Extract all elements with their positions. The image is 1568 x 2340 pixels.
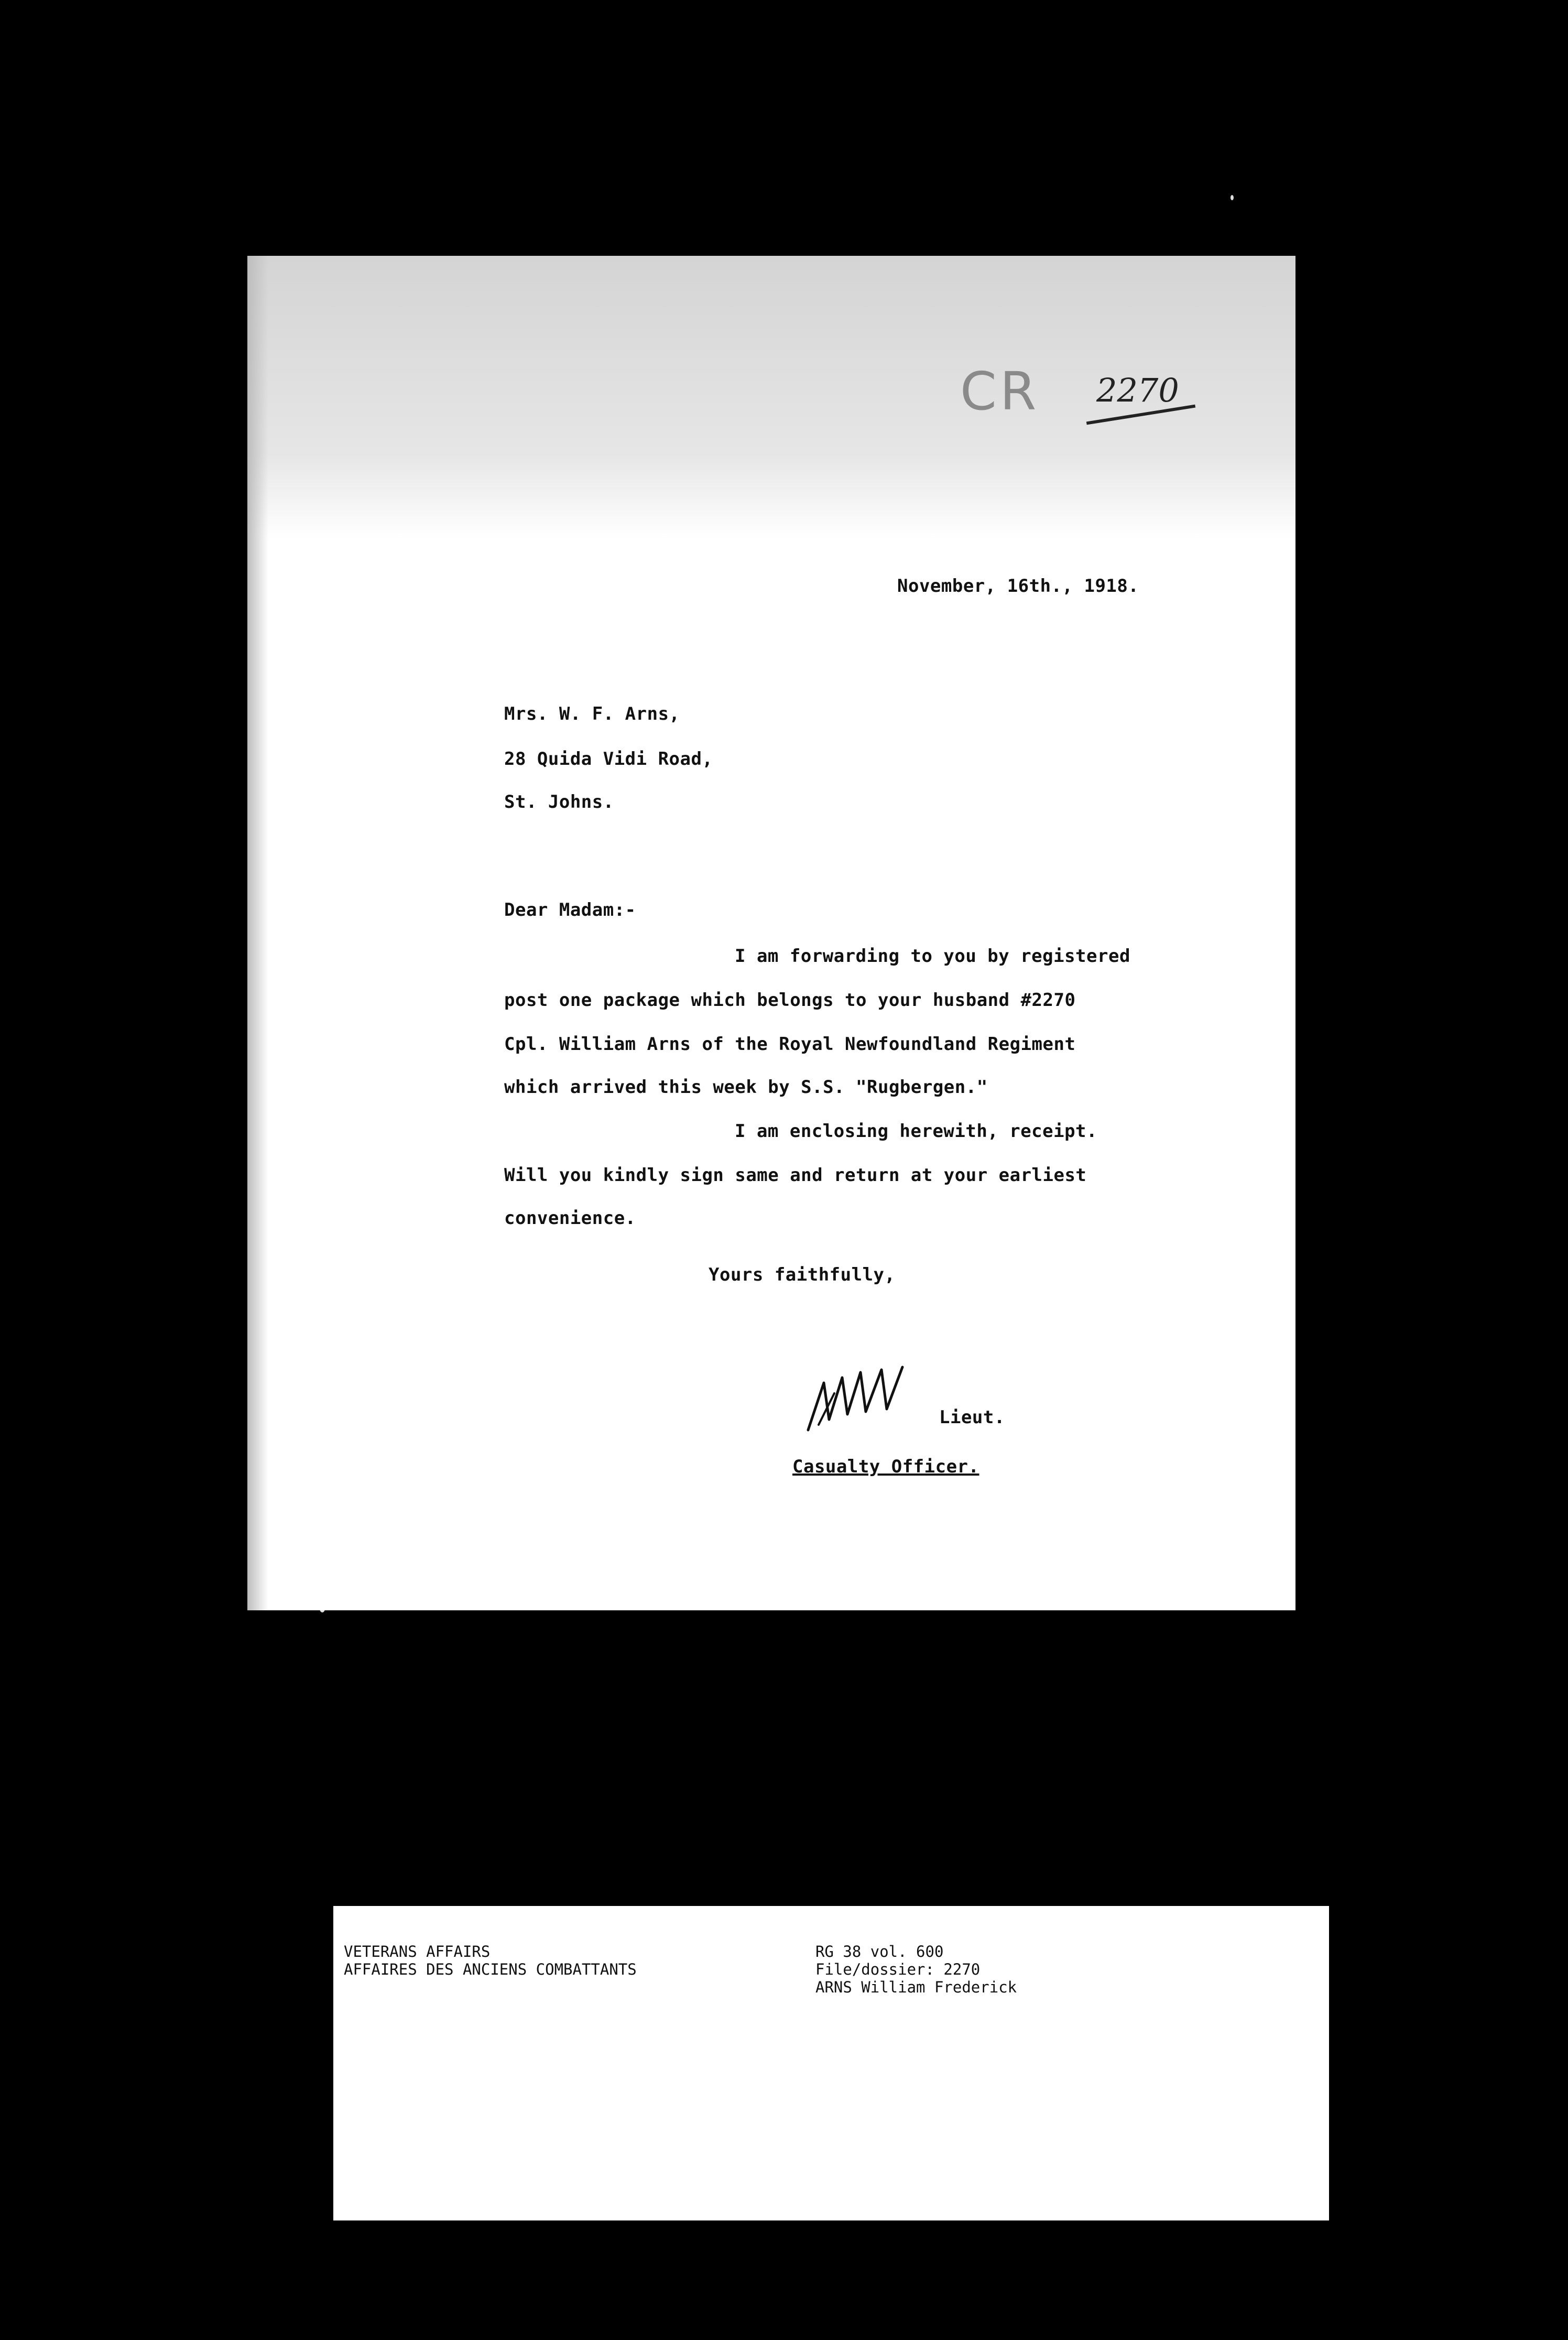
closing: Yours faithfully, <box>709 1264 896 1285</box>
archive-reference-block <box>815 1943 1017 1996</box>
page-edge-shadow <box>247 256 268 1610</box>
body-line: post one package which belongs to your husband #2270 <box>504 990 1076 1011</box>
archive-name: ARNS William Frederick <box>815 1978 1017 1996</box>
letter-page <box>247 256 1295 1610</box>
cr-stamp: CR <box>960 361 1040 422</box>
handwritten-file-number: 2270 <box>1096 371 1179 409</box>
body-line: Will you kindly sign same and return at your earliest <box>504 1165 1087 1186</box>
body-line: I am forwarding to you by registered <box>735 946 1130 967</box>
body-line: Cpl. William Arns of the Royal Newfoundland Regiment <box>504 1034 1076 1055</box>
recipient-name: Mrs. W. F. Arns, <box>504 703 680 724</box>
body-line: which arrived this week by S.S. "Rugbergen." <box>504 1077 988 1098</box>
department-english: VETERANS AFFAIRS <box>344 1943 491 1960</box>
signer-title: Lieut. <box>939 1407 1005 1428</box>
scan-speck <box>1231 195 1234 200</box>
archive-file: File/dossier: 2270 <box>815 1960 981 1978</box>
archive-label <box>333 1906 1329 2220</box>
body-line: I am enclosing herewith, receipt. <box>735 1121 1098 1142</box>
body-line: convenience. <box>504 1208 636 1229</box>
salutation: Dear Madam:- <box>504 900 636 920</box>
letter-date: November, 16th., 1918. <box>897 576 1139 597</box>
signature-icon <box>803 1362 918 1435</box>
department-french: AFFAIRES DES ANCIENS COMBATTANTS <box>344 1960 637 1978</box>
signer-office: Casualty Officer. <box>792 1456 979 1477</box>
archive-department <box>344 1943 637 1978</box>
archive-reference: RG 38 vol. 600 <box>815 1943 944 1960</box>
recipient-city: St. Johns. <box>504 792 614 812</box>
recipient-street: 28 Quida Vidi Road, <box>504 749 713 770</box>
